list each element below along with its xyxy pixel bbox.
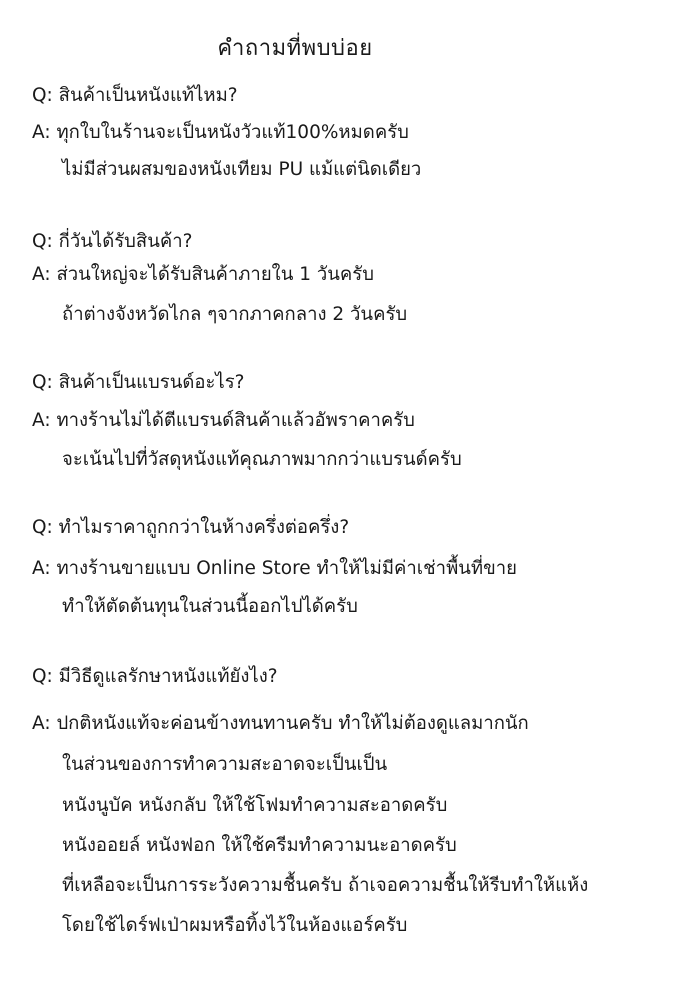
faq-answer-2-line-1: A: ส่วนใหญ่จะได้รับสินค้าภายใน 1 วันครับ [32,264,374,285]
faq-answer-5-line-4: หนังออยล์ หนังฟอก ให้ใช้ครีมทำความนะอาดครับ [62,835,457,856]
faq-answer-5-line-6: โดยใช้ไดร์ฟเป่าผมหรือทิ้งไว้ในห้องแอร์ครับ [62,915,408,936]
faq-answer-1-line-2: ไม่มีส่วนผสมของหนังเทียม PU แม้แต่นิดเดียว [62,159,422,180]
page-title: คำถามที่พบบ่อย [217,36,373,61]
faq-answer-4-line-2: ทำให้ตัดต้นทุนในส่วนนี้ออกไปได้ครับ [62,596,358,617]
faq-answer-2-line-2: ถ้าต่างจังหวัดไกล ๆจากภาคกลาง 2 วันครับ [62,304,408,325]
faq-question-2: Q: กี่วันได้รับสินค้า? [32,231,193,252]
faq-answer-5-line-3: หนังนูบัค หนังกลับ ให้ใช้โฟมทำความสะอาดครับ [62,795,448,816]
faq-answer-5-line-2: ในส่วนของการทำความสะอาดจะเป็นเป็น [62,754,388,775]
faq-answer-3-line-2: จะเน้นไปที่วัสดุหนังแท้คุณภาพมากกว่าแบรนด์ครับ [62,449,462,470]
faq-question-5: Q: มีวิธีดูแลรักษาหนังแท้ยังไง? [32,666,278,687]
faq-question-4: Q: ทำไมราคาถูกกว่าในห้างครึ่งต่อครึ่ง? [32,517,350,538]
faq-answer-3-line-1: A: ทางร้านไม่ได้ตีแบรนด์สินค้าแล้วอัพราคาครับ [32,410,415,431]
faq-question-1: Q: สินค้าเป็นหนังแท้ไหม? [32,85,238,106]
faq-answer-5-line-1: A: ปกติหนังแท้จะค่อนข้างทนทานครับ ทำให้ไม่ต้องดูแลมากนัก [32,713,529,734]
faq-answer-4-line-1: A: ทางร้านขายแบบ Online Store ทำให้ไม่มีค่าเช่าพื้นที่ขาย [32,558,517,579]
faq-answer-1-line-1: A: ทุกใบในร้านจะเป็นหนังวัวแท้100%หมดครับ [32,122,409,143]
faq-question-3: Q: สินค้าเป็นแบรนด์อะไร? [32,372,245,393]
faq-answer-5-line-5: ที่เหลือจะเป็นการระวังความชื้นครับ ถ้าเจอความชื้นให้รีบทำให้แห้ง [62,875,589,896]
